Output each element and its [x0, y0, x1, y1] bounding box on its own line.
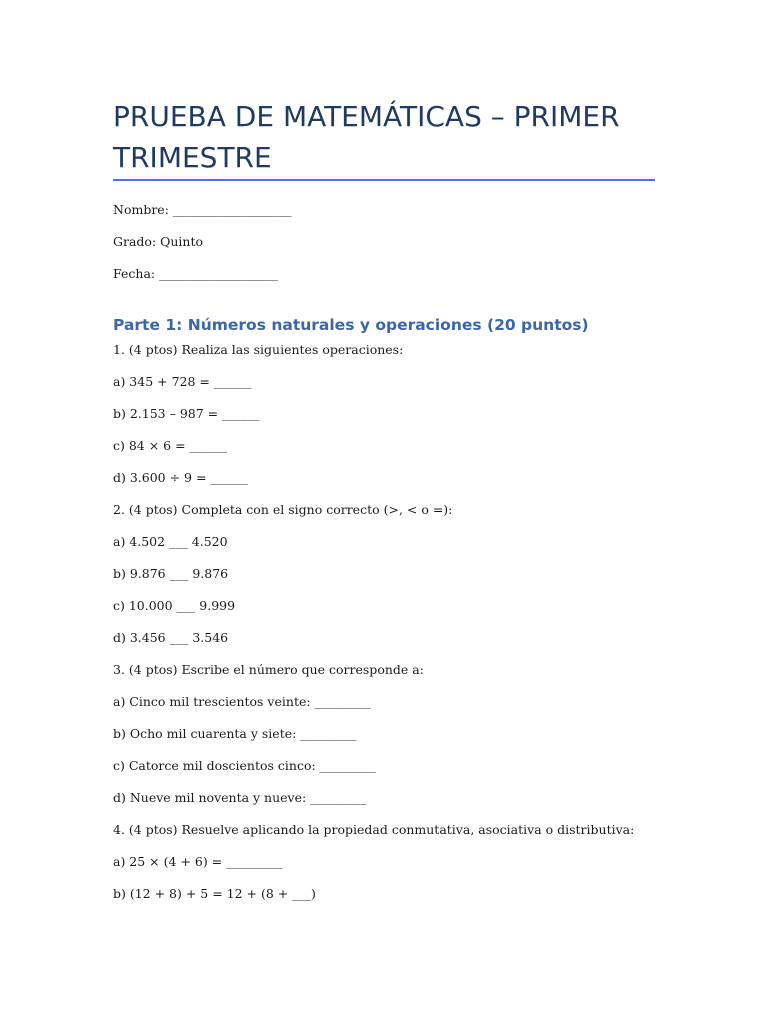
question-1c: c) 84 × 6 = ______ [113, 438, 228, 453]
question-2c: c) 10.000 ___ 9.999 [113, 598, 236, 613]
grade-field: Grado: Quinto [113, 234, 204, 249]
question-3b: b) Ocho mil cuarenta y siete: _________ [113, 726, 357, 741]
question-1b: b) 2.153 – 987 = ______ [113, 406, 260, 421]
question-4a: a) 25 × (4 + 6) = _________ [113, 854, 283, 869]
part1-heading: Parte 1: Números naturales y operaciones (20 puntos) [113, 316, 589, 334]
question-1: 1. (4 ptos) Realiza las siguientes operaciones: [113, 342, 404, 357]
question-3: 3. (4 ptos) Escribe el número que corresponde a: [113, 662, 424, 677]
question-4b: b) (12 + 8) + 5 = 12 + (8 + ___) [113, 886, 316, 901]
question-1a: a) 345 + 728 = ______ [113, 374, 252, 389]
question-2a: a) 4.502 ___ 4.520 [113, 534, 228, 549]
question-4: 4. (4 ptos) Resuelve aplicando la propiedad conmutativa, asociativa o distributiva: [113, 822, 635, 837]
question-1d: d) 3.600 ÷ 9 = ______ [113, 470, 248, 485]
date-field: Fecha: ___________________ [113, 266, 278, 281]
question-2b: b) 9.876 ___ 9.876 [113, 566, 229, 581]
question-2d: d) 3.456 ___ 3.546 [113, 630, 229, 645]
document-title: PRUEBA DE MATEMÁTICAS – PRIMER TRIMESTRE [113, 100, 620, 174]
name-field: Nombre: ___________________ [113, 202, 292, 217]
title-underline [113, 179, 655, 181]
question-3c: c) Catorce mil doscientos cinco: _________ [113, 758, 376, 773]
question-2: 2. (4 ptos) Completa con el signo correcto (>, < o =): [113, 502, 453, 517]
question-3a: a) Cinco mil trescientos veinte: _________ [113, 694, 371, 709]
question-3d: d) Nueve mil noventa y nueve: _________ [113, 790, 367, 805]
